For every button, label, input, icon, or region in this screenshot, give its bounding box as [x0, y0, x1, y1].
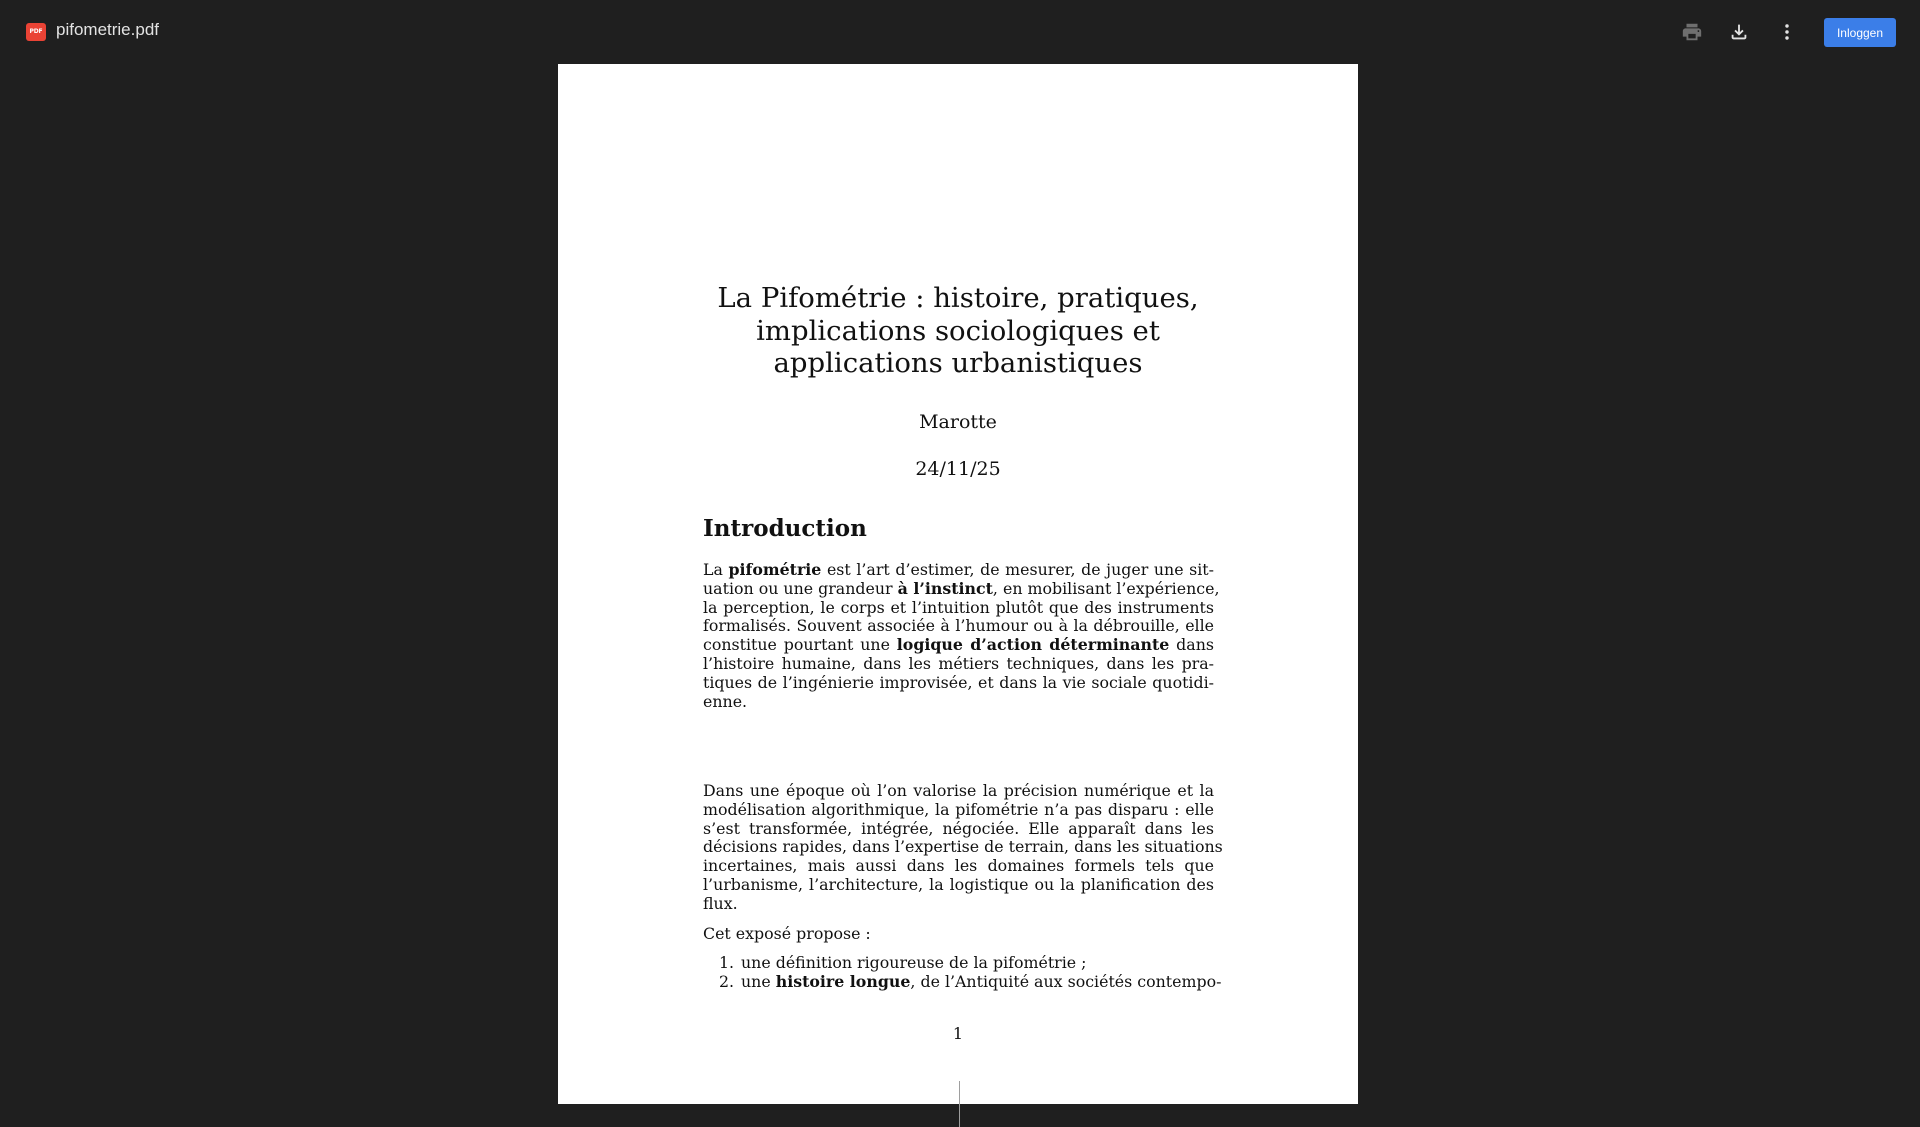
text-line: incertaines, mais aussi dans les domaines formels tels que [703, 856, 1214, 876]
text-line: La pifométrie est l’art d’estimer, de mesurer, de juger une sit- [703, 560, 1214, 579]
numbered-list [719, 953, 1222, 991]
list-item: 1. une définition rigoureuse de la pifométrie ; [719, 953, 1087, 972]
paragraph-1 [703, 560, 1220, 711]
download-button[interactable] [1723, 16, 1755, 48]
pdf-file-icon: PDF [26, 23, 46, 41]
text-line: modélisation algorithmique, la pifométrie n’a pas disparu : elle [703, 799, 1214, 819]
more-options-button[interactable] [1771, 16, 1803, 48]
title-line: implications sociologiques et [756, 314, 1160, 347]
page-number: 1 [952, 1024, 964, 1043]
login-button[interactable]: Inloggen [1824, 18, 1896, 47]
text-line: Cet exposé propose : [703, 924, 871, 943]
file-name: pifometrie.pdf [56, 20, 159, 39]
list-item: 2. une histoire longue, de l’Antiquité aux sociétés contempo- [719, 972, 1222, 991]
document-title [558, 282, 1358, 380]
document-author: Marotte [919, 411, 997, 433]
download-icon [1728, 21, 1750, 43]
title-line: La Pifométrie : histoire, pratiques, [717, 282, 1199, 314]
document-date: 24/11/25 [915, 458, 1001, 480]
more-vert-icon [1776, 21, 1798, 43]
text-line: tiques de l’ingénierie improvisée, et dans la vie sociale quotidi- [703, 672, 1214, 692]
print-button[interactable] [1676, 16, 1708, 48]
text-line: Dans une époque où l’on valorise la précision numérique et la [703, 781, 1214, 800]
text-cursor [959, 1081, 960, 1127]
text-line: enne. [703, 691, 748, 711]
paragraph-3 [703, 925, 1214, 944]
text-line: uation ou une grandeur à l’instinct, en mobilisant l’expérience, [703, 578, 1220, 598]
text-line: formalisés. Souvent associée à l’humour ou à la débrouille, elle [703, 616, 1214, 636]
text-line: flux. [703, 893, 738, 913]
text-line: la perception, le corps et l’intuition plutôt que des instruments [703, 597, 1214, 617]
text-line: constitue pourtant une logique d’action déterminante dans [703, 635, 1214, 655]
title-line: applications urbanistiques [773, 347, 1143, 379]
pdf-page [558, 64, 1358, 1104]
paragraph-2 [703, 781, 1223, 914]
text-line: décisions rapides, dans l’expertise de terrain, dans les situations [703, 837, 1223, 857]
section-heading: Introduction [703, 515, 867, 542]
text-line: l’urbanisme, l’architecture, la logistique ou la planification des [703, 874, 1214, 894]
text-line: s’est transformée, intégrée, négociée. Elle apparaît dans les [703, 818, 1214, 838]
viewer-toolbar [0, 0, 1920, 64]
text-line: l’histoire humaine, dans les métiers techniques, dans les pra- [703, 653, 1214, 673]
print-icon [1681, 21, 1703, 43]
